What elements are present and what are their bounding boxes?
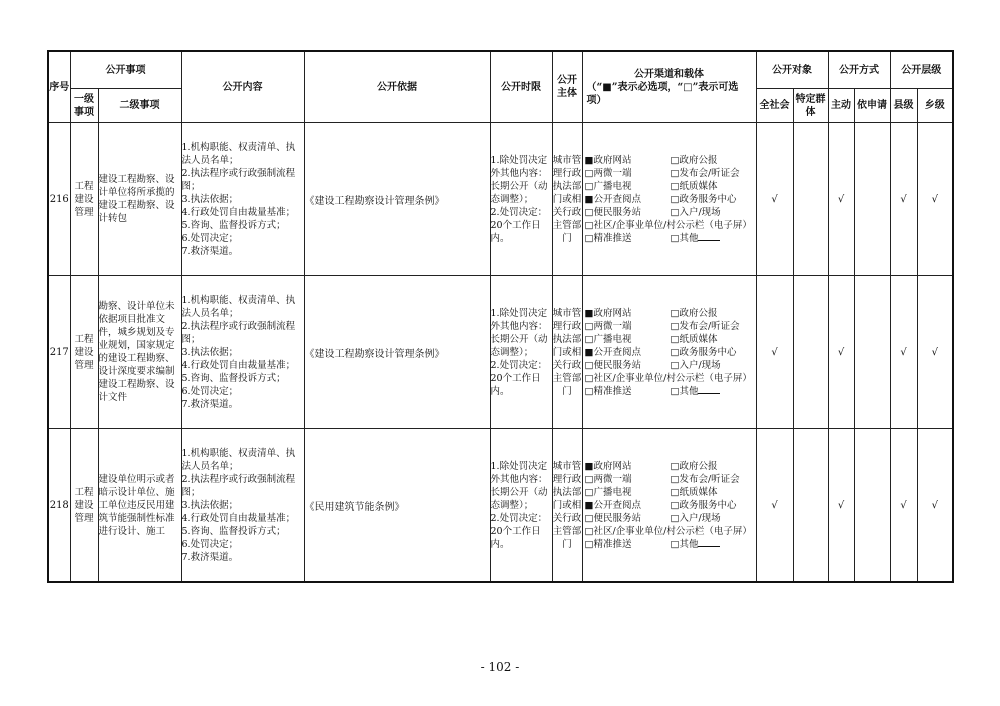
row-content: 1.机构职能、权责清单、执法人员名单； 2.执法程序或行政强制流程图； 3.执法依据； 4.行政处罚自由裁量基准； 5.咨询、监督投诉方式； 6.处罚决定； 7.救济渠道。 xyxy=(181,123,304,276)
channel-broadcast-tv: □广播电视 xyxy=(584,486,632,498)
header-channels-note: （“■”表示必选项，“□”表示可选项） xyxy=(586,81,739,106)
channel-press-hearing: □发布会/听证会 xyxy=(670,167,740,179)
channel-gov-gazette: □政府公报 xyxy=(670,154,718,166)
row-level2: 建设工程勘察、设计单位将所承揽的建设工程勘察、设计转包 xyxy=(98,123,181,276)
cell-on-request xyxy=(854,123,890,276)
header-active: 主动 xyxy=(828,89,854,123)
row-basis: 《建设工程勘察设计管理条例》 xyxy=(304,276,490,429)
cell-specific-group xyxy=(793,123,828,276)
header-method: 公开方式 xyxy=(828,51,890,89)
channel-public-reading-point: ■公开查阅点 xyxy=(584,193,641,205)
header-channels xyxy=(582,51,756,123)
channel-weibo-wechat-app: □两微一端 xyxy=(584,167,632,179)
channel-convenience-station: □便民服务站 xyxy=(584,512,641,524)
table-row xyxy=(48,429,953,583)
channel-bulletin-board: □社区/企事业单位/村公示栏（电子屏） xyxy=(584,372,752,384)
cell-on-request xyxy=(854,429,890,583)
channel-gov-website: ■政府网站 xyxy=(584,460,632,472)
channel-print-media: □纸质媒体 xyxy=(670,180,718,192)
channel-other xyxy=(671,232,754,245)
row-channels xyxy=(582,123,756,276)
row-channels xyxy=(582,429,756,583)
channel-gov-website: ■政府网站 xyxy=(584,154,632,166)
row-subject: 城市管理行政执法部门或相关行政主管部门 xyxy=(552,429,582,583)
channel-gov-website: ■政府网站 xyxy=(584,307,632,319)
header-content: 公开内容 xyxy=(181,51,304,123)
row-time: 1.除处罚决定外其他内容：长期公开（动态调整）； 2.处罚决定：20个工作日内。 xyxy=(490,429,552,583)
row-level1: 工程建设管理 xyxy=(70,276,98,429)
channel-bulletin-board: □社区/企事业单位/村公示栏（电子屏） xyxy=(584,219,752,231)
channel-other-label: □其他 xyxy=(670,385,699,397)
header-basis: 公开依据 xyxy=(304,51,490,123)
channel-service-center: □政务服务中心 xyxy=(670,346,737,358)
row-basis: 《建设工程勘察设计管理条例》 xyxy=(304,123,490,276)
channel-household-onsite: □入户/现场 xyxy=(670,512,721,524)
page-number: - 102 - xyxy=(480,660,520,674)
row-number: 218 xyxy=(48,429,70,583)
header-town: 乡级 xyxy=(917,89,953,123)
header-on-request: 依申请 xyxy=(854,89,890,123)
row-time: 1.除处罚决定外其他内容：长期公开（动态调整）； 2.处罚决定：20个工作日内。 xyxy=(490,123,552,276)
row-channels xyxy=(582,276,756,429)
header-audience: 公开对象 xyxy=(756,51,828,89)
row-basis: 《民用建筑节能条例》 xyxy=(304,429,490,583)
check-active: √ xyxy=(828,429,854,583)
check-active: √ xyxy=(828,123,854,276)
channel-public-reading-point: ■公开查阅点 xyxy=(584,499,641,511)
channel-service-center: □政务服务中心 xyxy=(670,499,737,511)
cell-specific-group xyxy=(793,276,828,429)
channel-press-hearing: □发布会/听证会 xyxy=(670,473,740,485)
row-level2: 建设单位明示或者暗示设计单位、施工单位违反民用建筑节能强制性标准进行设计、施工 xyxy=(98,429,181,583)
channel-weibo-wechat-app: □两微一端 xyxy=(584,320,632,332)
check-county: √ xyxy=(890,123,917,276)
table-row xyxy=(48,276,953,429)
blank-underline xyxy=(698,385,720,394)
channel-broadcast-tv: □广播电视 xyxy=(584,180,632,192)
check-town: √ xyxy=(917,276,953,429)
check-all-society: √ xyxy=(756,429,793,583)
channel-precise-push: □精准推送 xyxy=(584,232,632,244)
blank-underline xyxy=(698,538,720,547)
header-all-society: 全社会 xyxy=(756,89,793,123)
row-level2: 勘察、设计单位未依据项目批准文件，城乡规划及专业规划，国家规定的建设工程勘察、设计深度要求编制建设工程勘察、设计文件 xyxy=(98,276,181,429)
header-county: 县级 xyxy=(890,89,917,123)
row-time: 1.除处罚决定外其他内容：长期公开（动态调整）； 2.处罚决定：20个工作日内。 xyxy=(490,276,552,429)
channel-broadcast-tv: □广播电视 xyxy=(584,333,632,345)
channel-bulletin-board: □社区/企事业单位/村公示栏（电子屏） xyxy=(584,525,752,537)
row-subject: 城市管理行政执法部门或相关行政主管部门 xyxy=(552,276,582,429)
cell-specific-group xyxy=(793,429,828,583)
channel-public-reading-point: ■公开查阅点 xyxy=(584,346,641,358)
channel-press-hearing: □发布会/听证会 xyxy=(670,320,740,332)
header-subject: 公开主体 xyxy=(552,51,582,123)
row-level1: 工程建设管理 xyxy=(70,429,98,583)
check-town: √ xyxy=(917,429,953,583)
channel-precise-push: □精准推送 xyxy=(584,385,632,397)
channel-other-label: □其他 xyxy=(670,538,699,550)
channel-household-onsite: □入户/现场 xyxy=(670,206,721,218)
channel-weibo-wechat-app: □两微一端 xyxy=(584,473,632,485)
header-level: 公开层级 xyxy=(890,51,953,89)
header-matters: 公开事项 xyxy=(70,51,181,89)
check-town: √ xyxy=(917,123,953,276)
header-level1: 一级事项 xyxy=(70,89,98,123)
channel-gov-gazette: □政府公报 xyxy=(670,307,718,319)
check-county: √ xyxy=(890,429,917,583)
channel-precise-push: □精准推送 xyxy=(584,538,632,550)
header-channels-title: 公开渠道和载体 xyxy=(634,68,704,80)
header-specific-group: 特定群体 xyxy=(793,89,828,123)
check-all-society: √ xyxy=(756,276,793,429)
check-active: √ xyxy=(828,276,854,429)
channel-print-media: □纸质媒体 xyxy=(670,486,718,498)
blank-underline xyxy=(698,232,720,241)
row-number: 217 xyxy=(48,276,70,429)
header-seq: 序号 xyxy=(48,51,70,123)
channel-other xyxy=(671,538,754,551)
disclosure-table xyxy=(47,50,954,583)
channel-print-media: □纸质媒体 xyxy=(670,333,718,345)
check-all-society: √ xyxy=(756,123,793,276)
channel-convenience-station: □便民服务站 xyxy=(584,359,641,371)
channel-other-label: □其他 xyxy=(670,232,699,244)
channel-convenience-station: □便民服务站 xyxy=(584,206,641,218)
channel-service-center: □政务服务中心 xyxy=(670,193,737,205)
row-level1: 工程建设管理 xyxy=(70,123,98,276)
row-content: 1.机构职能、权责清单、执法人员名单； 2.执法程序或行政强制流程图； 3.执法依据； 4.行政处罚自由裁量基准； 5.咨询、监督投诉方式； 6.处罚决定； 7.救济渠道。 xyxy=(181,276,304,429)
channel-other xyxy=(671,385,754,398)
check-county: √ xyxy=(890,276,917,429)
cell-on-request xyxy=(854,276,890,429)
header-level2: 二级事项 xyxy=(98,89,181,123)
row-content: 1.机构职能、权责清单、执法人员名单； 2.执法程序或行政强制流程图； 3.执法依据； 4.行政处罚自由裁量基准； 5.咨询、监督投诉方式； 6.处罚决定； 7.救济渠道。 xyxy=(181,429,304,583)
row-subject: 城市管理行政执法部门或相关行政主管部门 xyxy=(552,123,582,276)
channel-household-onsite: □入户/现场 xyxy=(670,359,721,371)
table-row xyxy=(48,123,953,276)
row-number: 216 xyxy=(48,123,70,276)
channel-gov-gazette: □政府公报 xyxy=(670,460,718,472)
header-time: 公开时限 xyxy=(490,51,552,123)
